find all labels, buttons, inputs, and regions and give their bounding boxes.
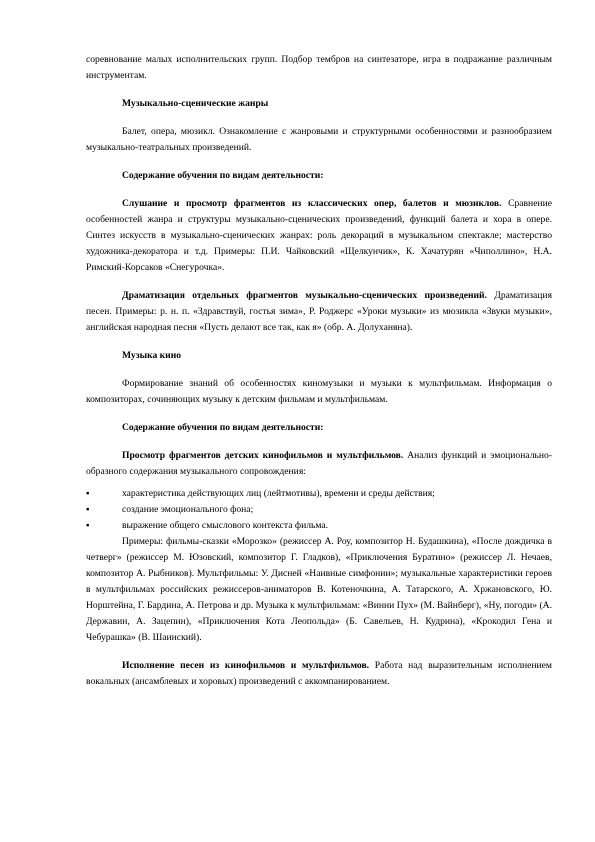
paragraph-stage-genres: Балет, опера, мюзикл. Ознакомление с жанровыми и структурными особенностями и разнообразием музыкально-театральных произведений.: [86, 126, 552, 153]
heading-activities-2: Содержание обучения по видам деятельности:: [122, 422, 324, 433]
bullet-list: [86, 486, 552, 534]
paragraph-intro: соревнование малых исполнительских групп. Подбор тембров на синтезаторе, игра в подражание различным инструментам.: [86, 54, 552, 81]
paragraph-viewing: [86, 448, 552, 480]
paragraph-film-music: Формирование знаний об особенностях киномузыки и музыки к мультфильмам. Информация о композиторах, сочиняющих музыку к детским фильмам и мультфильмам.: [86, 378, 552, 405]
dramatization-text: Драматизация песен. Примеры: р. н. п. «Здравствуй, гостья зима», Р. Роджерс «Уроки музыки» из мюзикла «Звуки музыки», английская народная песня «Пусть делают все так, как я» (обр. А. Долуханяна).: [86, 290, 552, 333]
list-item-text: выражение общего смыслового контекста фильма.: [122, 520, 329, 531]
listening-lead: Слушание и просмотр фрагментов из классических опер, балетов и мюзиклов.: [122, 198, 502, 209]
bullet-icon: ▪: [86, 504, 90, 515]
dramatization-lead: Драматизация отдельных фрагментов музыкально-сценических произведений.: [122, 290, 487, 301]
performance-lead: Исполнение песен из кинофильмов и мультфильмов.: [122, 660, 370, 671]
heading-film-music: Музыка кино: [122, 350, 182, 361]
heading-activities-1: Содержание обучения по видам деятельности:: [122, 170, 324, 181]
list-item: [86, 518, 552, 534]
list-item: [86, 502, 552, 518]
paragraph-performance: [86, 658, 552, 690]
paragraph-listening: [86, 196, 552, 276]
viewing-lead: Просмотр фрагментов детских кинофильмов и мультфильмов.: [122, 450, 404, 461]
listening-text: Сравнение особенностей жанра и структуры музыкально-сценических произведений, функций балета и хора в опере. Синтез искусств в музыкально-сценических жанрах: роль декораций в музыкальном спектакле; мастерство художника-декоратора и т.д. Примеры: П.И. Чайковский «Щелкунчик», К. Хачатурян «Чиполлино», Н.А. Римский-Корсаков «Снегурочка».: [86, 198, 552, 273]
list-item: [86, 486, 552, 502]
page-content: [86, 52, 552, 690]
bullet-icon: ▪: [86, 488, 90, 499]
viewing-text: Анализ функций и эмоционально-образного содержания музыкального сопровождения:: [86, 450, 552, 477]
bullet-icon: ▪: [86, 520, 90, 531]
performance-text: Работа над выразительным исполнением вокальных (ансамблевых и хоровых) произведений с аккомпанированием.: [86, 660, 552, 687]
list-item-text: создание эмоционального фона;: [122, 504, 254, 515]
list-item-text: характеристика действующих лиц (лейтмотивы), времени и среды действия;: [122, 488, 435, 499]
heading-music-stage-genres: Музыкально-сценические жанры: [122, 98, 269, 109]
paragraph-examples: Примеры: фильмы-сказки «Морозко» (режиссер А. Роу, композитор Н. Будашкина), «После дождичка в четверг» (режиссер М. Юзовский, композитор Г. Гладков), «Приключения Буратино» (режиссер Л. Нечаев, композитор А. Рыбников). Мультфильмы: У. Дисней «Наивные симфонии»; музыкальные характеристики героев в мультфильмах российских режиссеров-аниматоров В. Котеночкина, А. Татарского, А. Хржановского, Ю. Норштейна, Г. Бардина, А. Петрова и др. Музыка к мультфильмам: «Винни Пух» (М. Вайнберг), «Ну, погоди» (А. Державин, А. Зацепин), «Приключения Кота Леопольда» (Б. Савельев, Н. Кудрина), «Крокодил Гена и Чебурашка» (В. Шаинский).: [86, 536, 552, 643]
paragraph-dramatization: [86, 288, 552, 336]
